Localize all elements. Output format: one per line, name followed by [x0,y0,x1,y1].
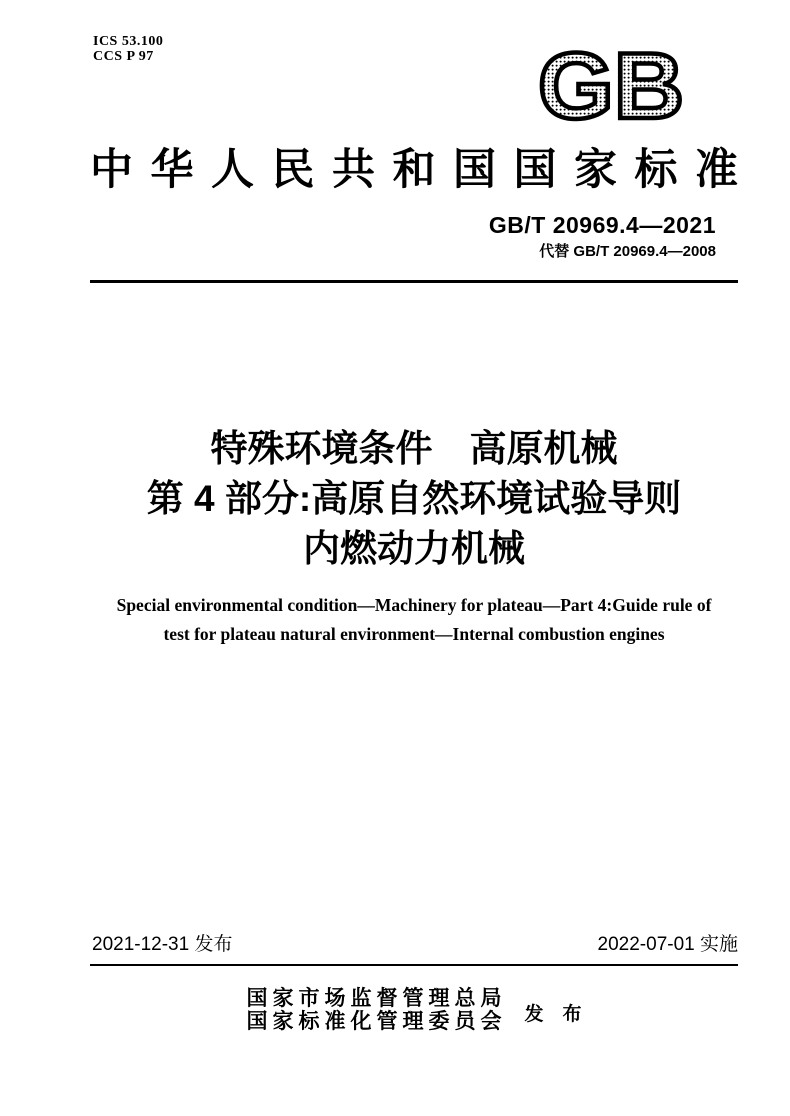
issuer-name-1: 国家市场监督管理总局 [246,986,507,1010]
chinese-title-line-1: 特殊环境条件 高原机械 [210,428,618,469]
issuer-names [246,987,506,1033]
ics-code: ICS 53.100 [93,34,164,49]
chinese-title-line-3: 内燃动力机械 [303,528,525,569]
english-title-line-1: Special environmental condition—Machinery for plateau—Part 4:Guide rule of [116,595,712,615]
dates-row [92,933,738,957]
standard-number: GB/T 20969.4—2021 [488,212,716,238]
implement-date: 2022-07-01 实施 [597,934,738,955]
replaces-note: 代替 GB/T 20969.4—2008 [539,243,716,260]
publish-label: 发 布 [524,1003,582,1025]
gb-logo [535,44,687,126]
national-standard-heading: 中华人民共和国国家标准 [90,147,738,194]
issuer-name-2: 国家标准化管理委员会 [246,1009,507,1033]
footer-divider [90,964,738,966]
header-divider [90,280,738,283]
english-title [80,591,748,649]
ccs-code: CCS P 97 [93,49,154,64]
chinese-title [90,424,738,574]
classification-codes [93,34,163,64]
issuer-block [90,987,738,1033]
gb-logo-text: GB [538,44,684,126]
chinese-title-line-2: 第 4 部分:高原自然环境试验导则 [146,478,682,519]
issue-date: 2021-12-31 发布 [92,934,233,955]
standard-number-block [489,211,716,262]
english-title-line-2: test for plateau natural environment—Internal combustion engines [163,624,665,644]
